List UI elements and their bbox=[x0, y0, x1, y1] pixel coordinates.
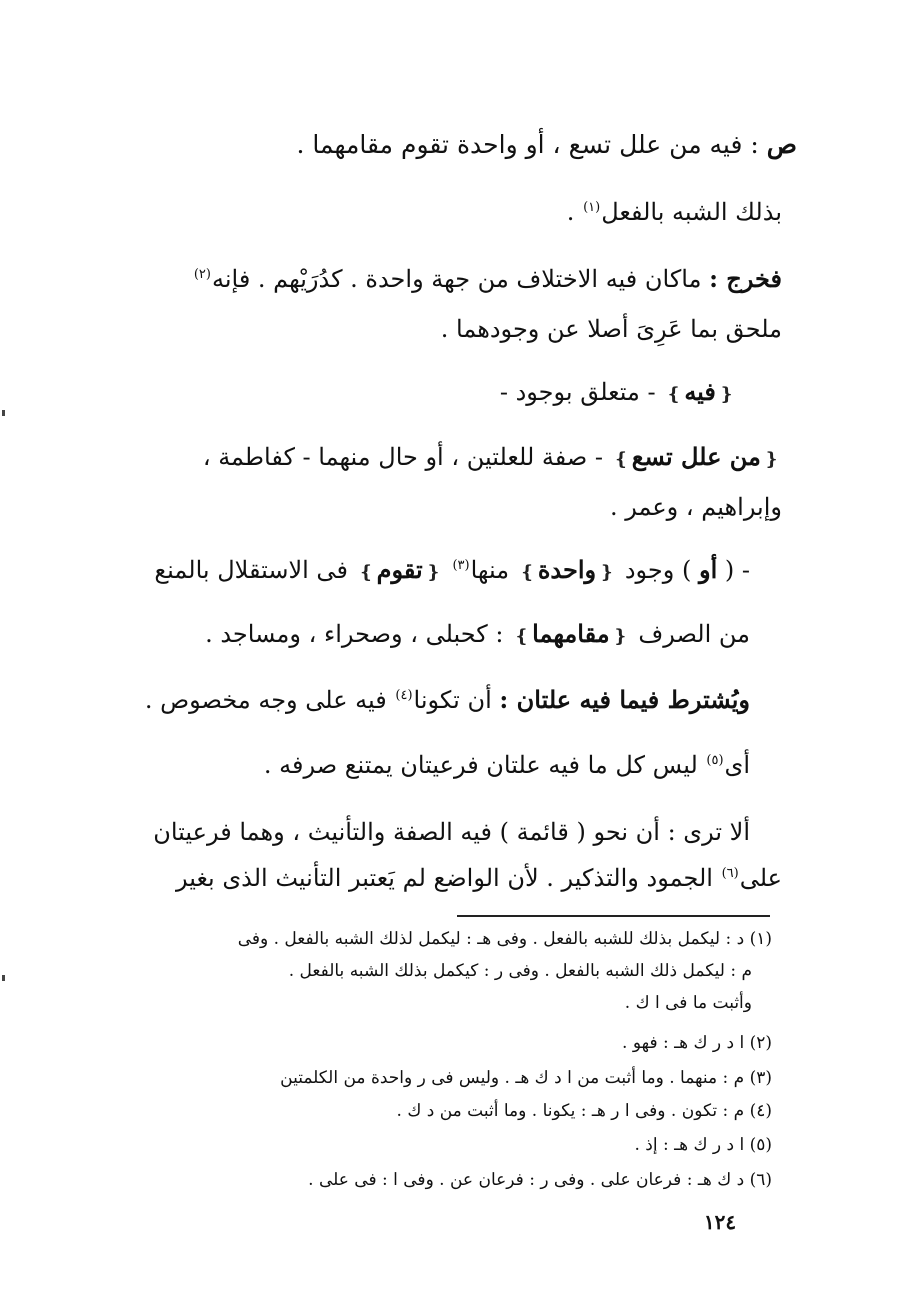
ornate-bracket-close-icon: ❵ bbox=[613, 449, 629, 470]
ornate-bracket-close-icon: ❵ bbox=[519, 562, 535, 583]
text-line-5: ❴فيه❵ - متعلق بوجود - bbox=[499, 377, 734, 406]
footnote-6: (٦) د ك هـ : فرعان على . وفى ر : فرعان عن . وفى ا : فى على . bbox=[308, 1170, 772, 1190]
page-number: ١٢٤ bbox=[703, 1210, 737, 1234]
term: فخرج : bbox=[709, 264, 782, 293]
footnote-ref[interactable]: (٤) bbox=[395, 688, 413, 703]
footnote-1-cont: م : ليكمل ذلك الشبه بالفعل . وفى ر : كيكمل بذلك الشبه بالفعل . bbox=[288, 961, 752, 981]
text-line-13: على$^{(٦)}$ الجمود والتذكير . لأن الواضع لم يَعتبر التأنيث الذى بغير bbox=[175, 864, 782, 892]
ornate-bracket-open-icon: ❴ bbox=[612, 626, 628, 647]
scan-mark bbox=[2, 975, 5, 981]
text-line-7: وإبراهيم ، وعمر . bbox=[609, 493, 782, 521]
term: ويُشترط فيما فيه علتان : bbox=[499, 685, 750, 714]
ornate-bracket-close-icon: ❵ bbox=[514, 626, 530, 647]
term: فيه bbox=[684, 377, 716, 406]
term: مقامهما bbox=[532, 619, 610, 648]
footnote-ref[interactable]: (٥) bbox=[706, 753, 724, 768]
footnote-ref[interactable]: (٣) bbox=[452, 558, 470, 573]
scan-mark bbox=[2, 410, 5, 416]
term: من علل تسع bbox=[631, 442, 761, 471]
term: واحدة bbox=[537, 555, 597, 584]
footnote-1: (١) د : ليكمل بذلك للشبه بالفعل . وفى هـ : ليكمل لذلك الشبه بالفعل . وفى bbox=[237, 929, 772, 949]
text-line-11: أى$^{(٥)}$ ليس كل ما فيه علتان فرعيتان يمتنع صرفه . bbox=[263, 751, 750, 779]
term: أو bbox=[698, 555, 718, 584]
text-line-8: - ( أو ) وجود ❴واحدة❵ منها$^{(٣)}$ ❴تقوم❵ فى الاستقلال بالمنع bbox=[154, 555, 750, 584]
matn-label: ص bbox=[766, 130, 797, 159]
footnote-ref[interactable]: (١) bbox=[583, 200, 601, 215]
ornate-bracket-close-icon: ❵ bbox=[666, 384, 682, 405]
text-line-10: ويُشترط فيما فيه علتان : أن تكونا$^{(٤)}$ فيه على وجه مخصوص . bbox=[144, 685, 750, 714]
footnote-3: (٣) م : منهما . وما أثبت من ا د ك هـ . وليس فى ر واحدة من الكلمتين bbox=[280, 1068, 772, 1088]
ornate-bracket-open-icon: ❴ bbox=[599, 562, 615, 583]
text-line-12: ألا ترى : أن نحو ( قائمة ) فيه الصفة والتأنيث ، وهما فرعيتان bbox=[153, 818, 750, 846]
text-line-6: ❴من علل تسع❵ - صفة للعلتين ، أو حال منهما - كفاطمة ، bbox=[202, 442, 779, 471]
footnote-2: (٢) ا د ر ك هـ : فهو . bbox=[622, 1033, 772, 1053]
text-line-1: ص : فيه من علل تسع ، أو واحدة تقوم مقامهما . bbox=[296, 130, 797, 159]
text-line-9: من الصرف ❴مقامهما❵ : كحبلى ، وصحراء ، ومساجد . bbox=[205, 619, 750, 648]
footnote-5: (٥) ا د ر ك هـ : إذ . bbox=[634, 1135, 772, 1155]
term: تقوم bbox=[376, 555, 423, 584]
ornate-bracket-close-icon: ❵ bbox=[358, 562, 374, 583]
ornate-bracket-open-icon: ❴ bbox=[718, 384, 734, 405]
ornate-bracket-open-icon: ❴ bbox=[425, 562, 441, 583]
text-line-4: ملحق بما عَرِىَ أصلا عن وجودهما . bbox=[440, 315, 782, 343]
text-line-3: فخرج : ماكان فيه الاختلاف من جهة واحدة . كدُرَيْهم . فإنه$^{(٢)}$ bbox=[193, 264, 782, 293]
text-line-2: بذلك الشبه بالفعل$^{(١)}$ . bbox=[566, 198, 782, 226]
footnote-4: (٤) م : تكون . وفى ا ر هـ : يكونا . وما أثبت من د ك . bbox=[396, 1101, 772, 1121]
ornate-bracket-open-icon: ❴ bbox=[763, 449, 779, 470]
footnote-ref[interactable]: (٢) bbox=[193, 267, 211, 282]
footnote-separator bbox=[457, 915, 770, 917]
footnote-ref[interactable]: (٦) bbox=[721, 866, 739, 881]
footnote-1-cont: وأثبت ما فى ا ك . bbox=[624, 993, 752, 1013]
